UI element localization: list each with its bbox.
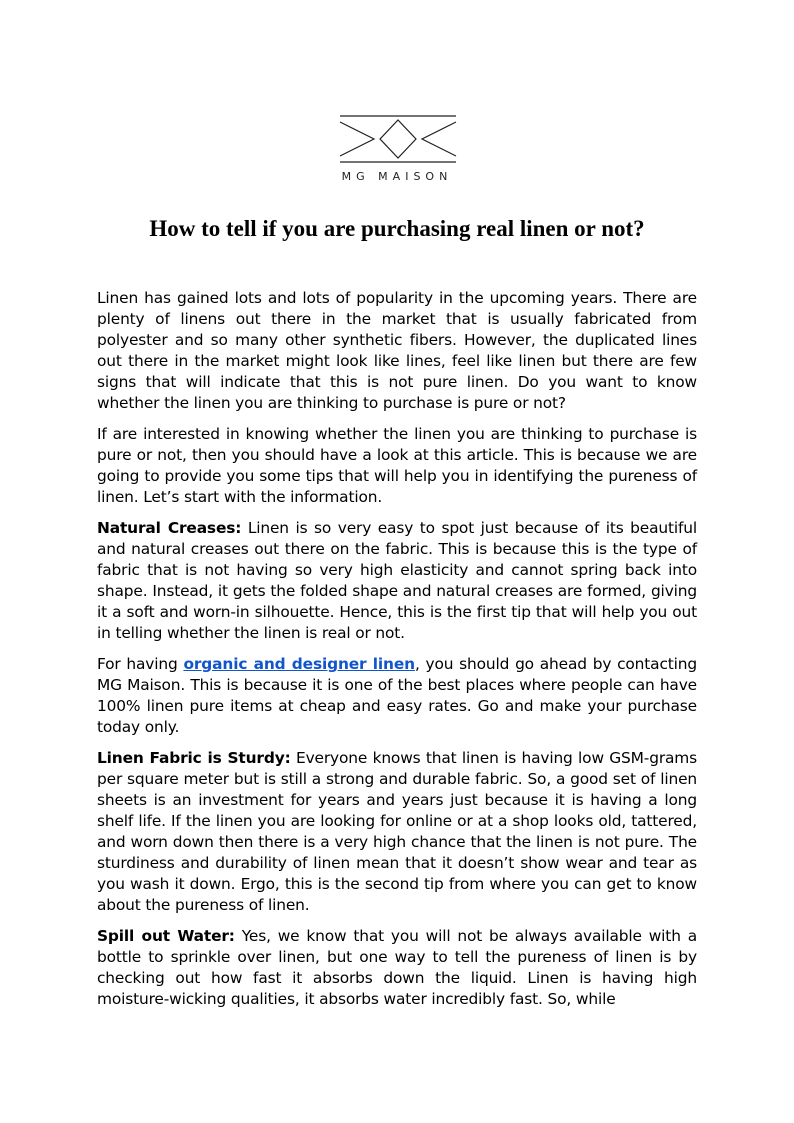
paragraph-sturdy [97, 748, 697, 916]
paragraph-promo [97, 654, 697, 738]
paragraph-text-post: , you should go ahead by contacting MG Maison. This is because it is one of the best places where people can have 100% linen pure items at cheap and easy rates. Go and make your purchase today only. [97, 655, 697, 736]
article-body [97, 288, 697, 1020]
section-heading: Spill out Water: [97, 927, 235, 945]
paragraph-spill-water [97, 926, 697, 1010]
brand-name: MG MAISON [341, 170, 453, 183]
organic-designer-linen-link[interactable]: organic and designer linen [183, 655, 415, 673]
paragraph-text-pre: For having [97, 655, 184, 673]
paragraph-natural-creases [97, 518, 697, 644]
paragraph-text: Yes, we know that you will not be always available with a bottle to sprinkle over linen, but one way to tell the pureness of linen is by checking out how fast it absorbs down the liquid. Linen is having high moisture-wicking qualities, it absorbs water incredibly fast. So, while [97, 927, 697, 1008]
paragraph-text: Linen is so very easy to spot just because of its beautiful and natural creases out there on the fabric. This is because this is the type of fabric that is not having so very high elasticity and cannot spring back into shape. Instead, it gets the folded shape and natural creases are formed, giving it a soft and worn-in silhouette. Hence, this is the first tip that will help you out in telling whether the linen is real or not. [97, 519, 697, 642]
mg-maison-logo-icon [336, 112, 466, 168]
paragraph-text: Everyone knows that linen is having low GSM-grams per square meter but is still a strong and durable fabric. So, a good set of linen sheets is an investment for years and years just because it is having a long shelf life. If the linen you are looking for online or at a shop looks old, tattered, and worn down then there is a very high chance that the linen is not pure. The sturdiness and durability of linen mean that it doesn’t show wear and tear as you wash it down. Ergo, this is the second tip from where you can get to know about the pureness of linen. [97, 749, 697, 914]
paragraph-intro: Linen has gained lots and lots of popularity in the upcoming years. There are plenty of linens out there in the market that is usually fabricated from polyester and so many other synthetic fibers. However, the duplicated lines out there in the market might look like lines, feel like linen but there are few signs that will indicate that this is not pure linen. Do you want to know whether the linen you are thinking to purchase is pure or not? [97, 289, 697, 412]
section-heading: Natural Creases: [97, 519, 242, 537]
section-heading: Linen Fabric is Sturdy: [97, 749, 291, 767]
paragraph-interest: If are interested in knowing whether the linen you are thinking to purchase is pure or not, then you should have a look at this article. This is because we are going to provide you some tips that will help you in identifying the pureness of linen. Let’s start with the information. [97, 425, 697, 506]
page-title: How to tell if you are purchasing real linen or not? [149, 216, 645, 241]
